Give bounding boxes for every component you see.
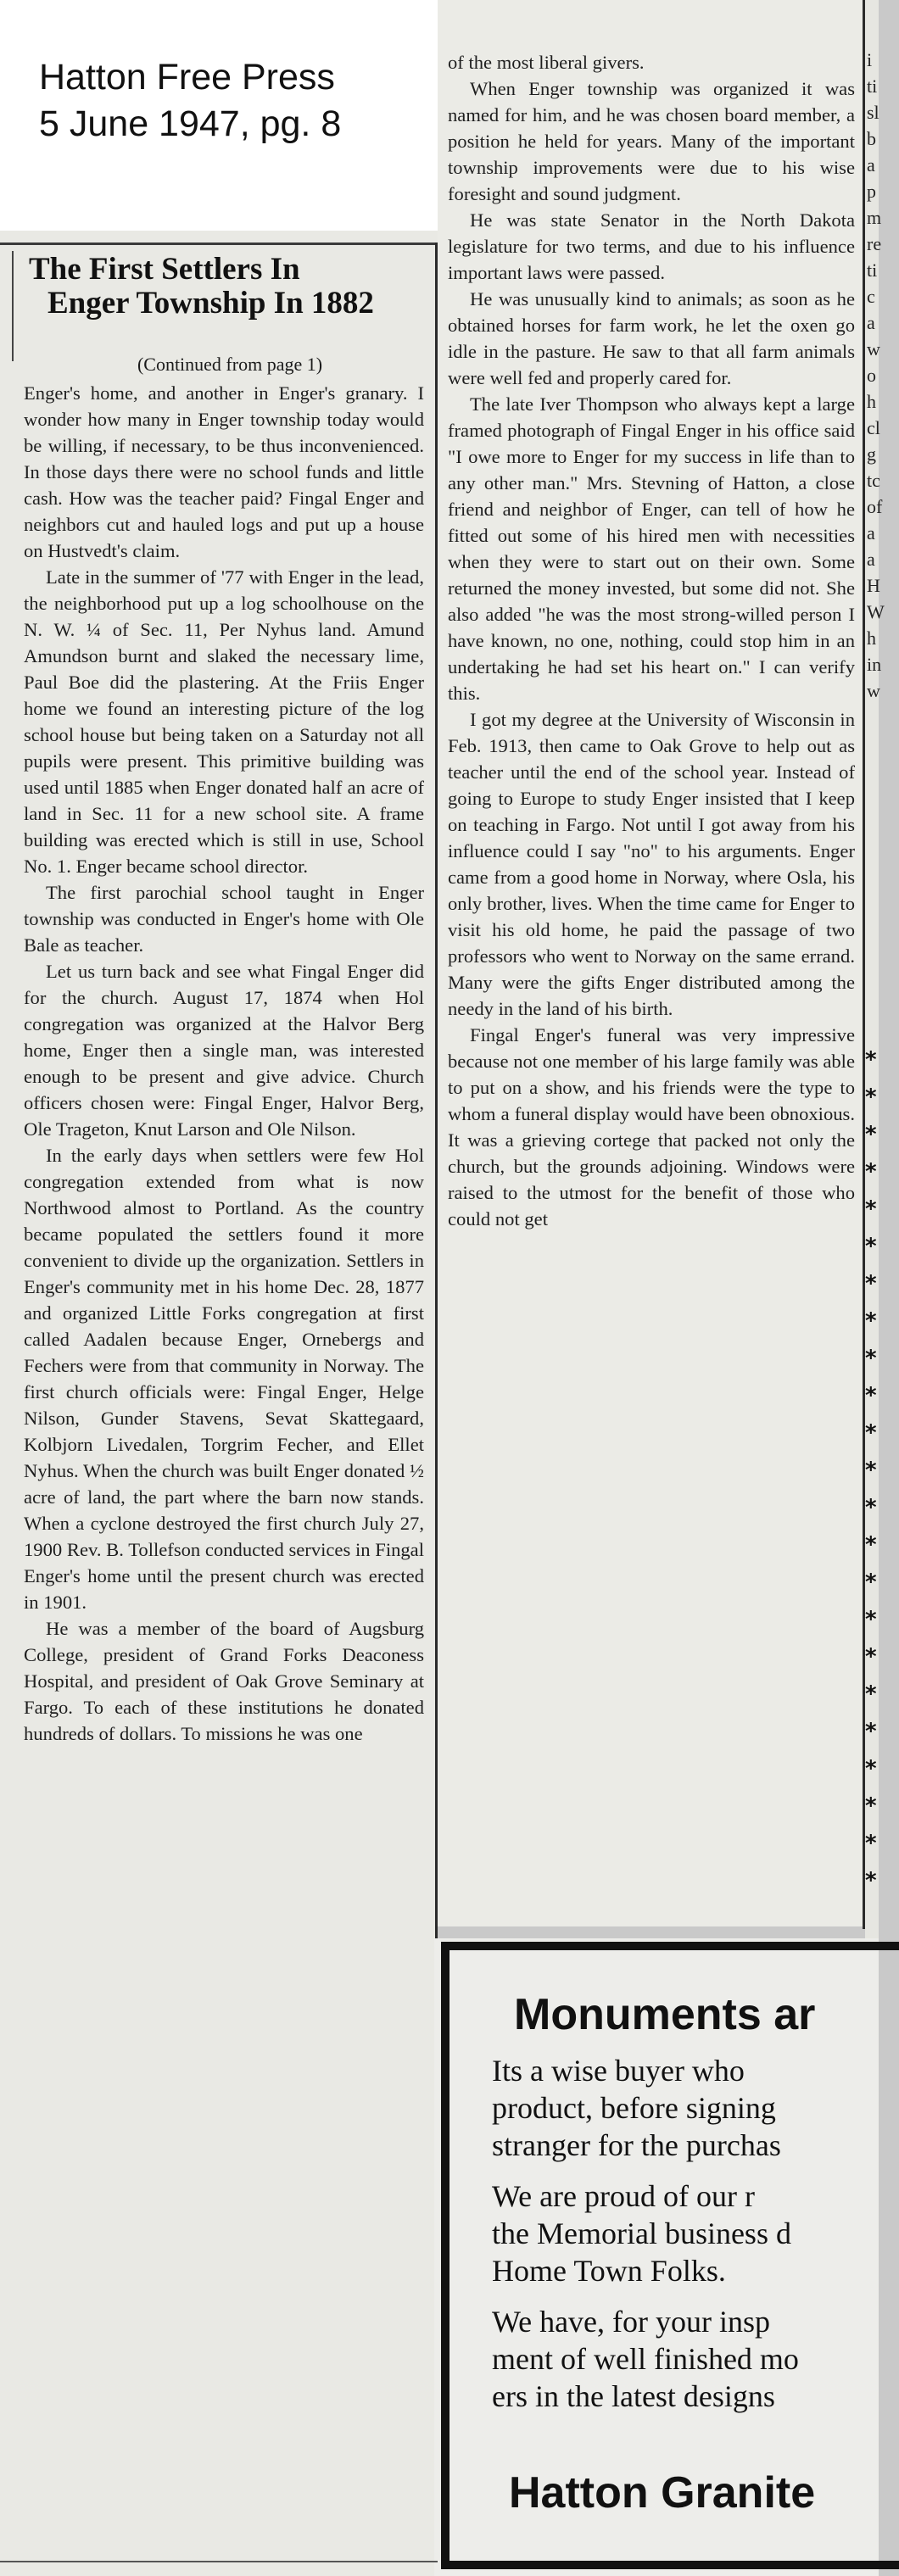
asterisk-divider: * bbox=[865, 1495, 877, 1520]
continued-note: (Continued from page 1) bbox=[137, 354, 323, 375]
cropped-letter: of bbox=[867, 496, 883, 517]
cropped-letter: i bbox=[867, 49, 873, 70]
ad-line: Home Town Folks. bbox=[492, 2254, 726, 2288]
paragraph: of the most liberal givers. bbox=[448, 52, 645, 73]
paragraph: He was state Senator in the North Dakota legislature for two terms, and due to his influence important laws were passed. bbox=[448, 209, 855, 283]
caption-date: 5 June 1947, pg. 8 bbox=[39, 103, 342, 144]
cropped-letter: ti bbox=[867, 259, 878, 281]
asterisk-divider: * bbox=[865, 1458, 877, 1483]
cropped-letter: a bbox=[867, 522, 875, 544]
cropped-letter: a bbox=[867, 312, 875, 333]
ad-title: Monuments ar bbox=[514, 1990, 816, 2039]
paragraph: Enger's home, and another in Enger's granary. I wonder how many in Enger township today would be willing, if necessary, to be thus inconvenienced. In those days there were no school funds and little cash. How was the teacher paid? Fingal Enger and neighbors cut and hauled logs and put up a house on Hustvedt's claim. bbox=[24, 382, 424, 561]
asterisk-divider: * bbox=[865, 1570, 877, 1595]
ad-line: We are proud of our r bbox=[492, 2179, 755, 2213]
cropped-letter: re bbox=[867, 233, 882, 254]
cropped-letter: w bbox=[867, 338, 880, 360]
headline-line-1: The First Settlers In bbox=[29, 252, 300, 287]
paragraph: The late Iver Thompson who always kept a large framed photograph of Fingal Enger in his office said "I owe more to Enger for my success in life than to any other man." Mrs. Stevning of Hatton, a close friend and neighbor of Enger, can tell of how he fitted out some of his hired men with necessities when they were to start out on their own. Some returned the money invested, but some did not. She also added "he was the most strong-willed person I have known, no one, nothing, could stop him in an undertaking he had set his heart on." I can verify this. bbox=[448, 393, 855, 704]
cropped-letter: a bbox=[867, 154, 875, 176]
ad-line: ers in the latest designs bbox=[492, 2379, 775, 2413]
asterisk-divider: * bbox=[865, 1122, 877, 1147]
asterisk-divider: * bbox=[865, 1346, 877, 1371]
ad-footer: Hatton Granite bbox=[509, 2468, 816, 2517]
asterisk-divider: * bbox=[865, 1868, 877, 1893]
cropped-letter: g bbox=[867, 443, 876, 465]
cropped-letter: H bbox=[867, 575, 880, 596]
cropped-letter: w bbox=[867, 680, 880, 701]
ad-line: the Memorial business d bbox=[492, 2216, 791, 2250]
cropped-letter: in bbox=[867, 654, 882, 675]
paragraph: The first parochial school taught in Enger township was conducted in Enger's home with Ole Bale as teacher. bbox=[24, 882, 424, 956]
asterisk-divider: * bbox=[865, 1271, 877, 1296]
cropped-letter: c bbox=[867, 286, 875, 307]
ad-line: ment of well finished mo bbox=[492, 2342, 799, 2376]
headline-side-rule bbox=[12, 251, 14, 361]
cropped-letter: h bbox=[867, 391, 876, 412]
paragraph: I got my degree at the University of Wisconsin in Feb. 1913, then came to Oak Grove to help out as teacher until the end of the school year. Instead of going to Europe to study Enger insisted that I keep on teaching in Fargo. Not until I got away from his influence could I say "no" to his arguments. Enger came from a good home in Norway, where Osla, his only brother, lives. When the time came for Enger to visit his old home, he paid the passage of two professors who went to Norway on the same errand. Many were the gifts Enger distributed among the needy in the land of his birth. bbox=[448, 709, 855, 1019]
paragraph: In the early days when settlers were few Hol congregation extended from what is now Northwood almost to Portland. As the country became populated the settlers found it more convenient to divide up the organization. Settlers in Enger's community met in his home Dec. 28, 1877 and organized Little Forks congregation at first called Aadalen because Enger, Ornebergs and Fechers were from that community in Norway. The first church officials were: Fingal Enger, Helge Nilson, Gunder Stavens, Sevat Skattegaard, Kolbjorn Livedalen, Torgrim Fecher, and Ellet Nyhus. When the church was built Enger donated ½ acre of land, the part where the barn now stands. When a cyclone destroyed the first church July 27, 1900 Rev. B. Tollefson conducted services in Fingal Enger's home until the present church was erected in 1901. bbox=[24, 1145, 424, 1613]
cropped-letter: p bbox=[867, 181, 876, 202]
caption-title: Hatton Free Press bbox=[39, 57, 335, 98]
column-top-rule bbox=[0, 243, 438, 245]
cropped-letter: sl bbox=[867, 102, 879, 123]
asterisk-divider: * bbox=[865, 1644, 877, 1670]
asterisk-divider: * bbox=[865, 1756, 877, 1781]
bottom-rule bbox=[0, 2561, 438, 2562]
asterisk-divider: * bbox=[865, 1308, 877, 1334]
asterisk-divider: * bbox=[865, 1383, 877, 1408]
asterisk-divider: * bbox=[865, 1532, 877, 1558]
paragraph: Fingal Enger's funeral was very impressive because not one member of his large family was able to put on a show, and his friends were the type to whom a funeral display would have been obnoxious. It was a grieving cortege that packed not only the church, but the grounds adjoining. Windows were raised to the utmost for the benefit of those who could not get bbox=[448, 1024, 855, 1229]
paragraph: Late in the summer of '77 with Enger in the lead, the neighborhood put up a log schoolhouse on the N. W. ¼ of Sec. 11, Per Nyhus land. Amund Amundson burnt and slaked the necessary lime, Paul Boe did the plastering. At the Friis Enger home we found an interesting picture of the log school house but being taken on a Saturday not all pupils were present. This primitive building was used until 1885 when Enger donated half an acre of land in Sec. 11 for a new school site. A frame building was erected which is still in use, School No. 1. Enger became school director. bbox=[24, 566, 424, 877]
cropped-letter: m bbox=[867, 207, 882, 228]
asterisk-divider: * bbox=[865, 1159, 877, 1185]
ad-line: We have, for your insp bbox=[492, 2305, 771, 2339]
asterisk-divider: * bbox=[865, 1607, 877, 1632]
asterisk-divider: * bbox=[865, 1084, 877, 1110]
cropped-letter: cl bbox=[867, 417, 880, 438]
asterisk-divider: * bbox=[865, 1047, 877, 1073]
paragraph: When Enger township was organized it was named for him, and he was chosen board member, a position he held for years. Many of the important township improvements were due to his wise foresight and sound judgment. bbox=[448, 78, 855, 204]
cropped-letter: o bbox=[867, 365, 876, 386]
asterisk-divider: * bbox=[865, 1681, 877, 1707]
cropped-letter: a bbox=[867, 549, 875, 570]
asterisk-divider: * bbox=[865, 1719, 877, 1744]
headline-line-2: Enger Township In 1882 bbox=[47, 286, 374, 321]
asterisk-divider: * bbox=[865, 1420, 877, 1446]
cropped-letter: h bbox=[867, 627, 876, 649]
asterisk-divider: * bbox=[865, 1196, 877, 1222]
cropped-letter: tc bbox=[867, 470, 880, 491]
paragraph: He was unusually kind to animals; as soon as he obtained horses for farm work, he let the oxen go idle in the pasture. He saw to that all farm animals were well fed and properly cared for. bbox=[448, 288, 855, 388]
asterisk-divider: * bbox=[865, 1234, 877, 1259]
article-headline bbox=[29, 253, 431, 321]
paragraph: Let us turn back and see what Fingal Enger did for the church. August 17, 1874 when Hol congregation was organized at the Halvor Berg home, Enger then a single man, was interested enough to be present and give advice. Church officers chosen were: Fingal Enger, Halvor Berg, Ole Trageton, Knut Larson and Ole Nilson. bbox=[24, 961, 424, 1140]
asterisk-divider: * bbox=[865, 1831, 877, 1856]
cropped-letter: ti bbox=[867, 75, 878, 97]
cropped-letter: b bbox=[867, 128, 876, 149]
article-column-2 bbox=[448, 49, 855, 1232]
article-column-1 bbox=[24, 380, 424, 1747]
ad-line: product, before signing bbox=[492, 2091, 776, 2125]
cropped-letter: W bbox=[867, 601, 885, 622]
ad-line: stranger for the purchas bbox=[492, 2128, 781, 2162]
asterisk-divider: * bbox=[865, 1793, 877, 1819]
ad-line: Its a wise buyer who bbox=[492, 2054, 745, 2088]
source-caption bbox=[39, 54, 341, 148]
paragraph: He was a member of the board of Augsburg College, president of Grand Forks Deaconess Hospital, and president of Oak Grove Seminary at Fargo. To each of these institutions he donated hundreds of dollars. To missions he was one bbox=[24, 1618, 424, 1744]
